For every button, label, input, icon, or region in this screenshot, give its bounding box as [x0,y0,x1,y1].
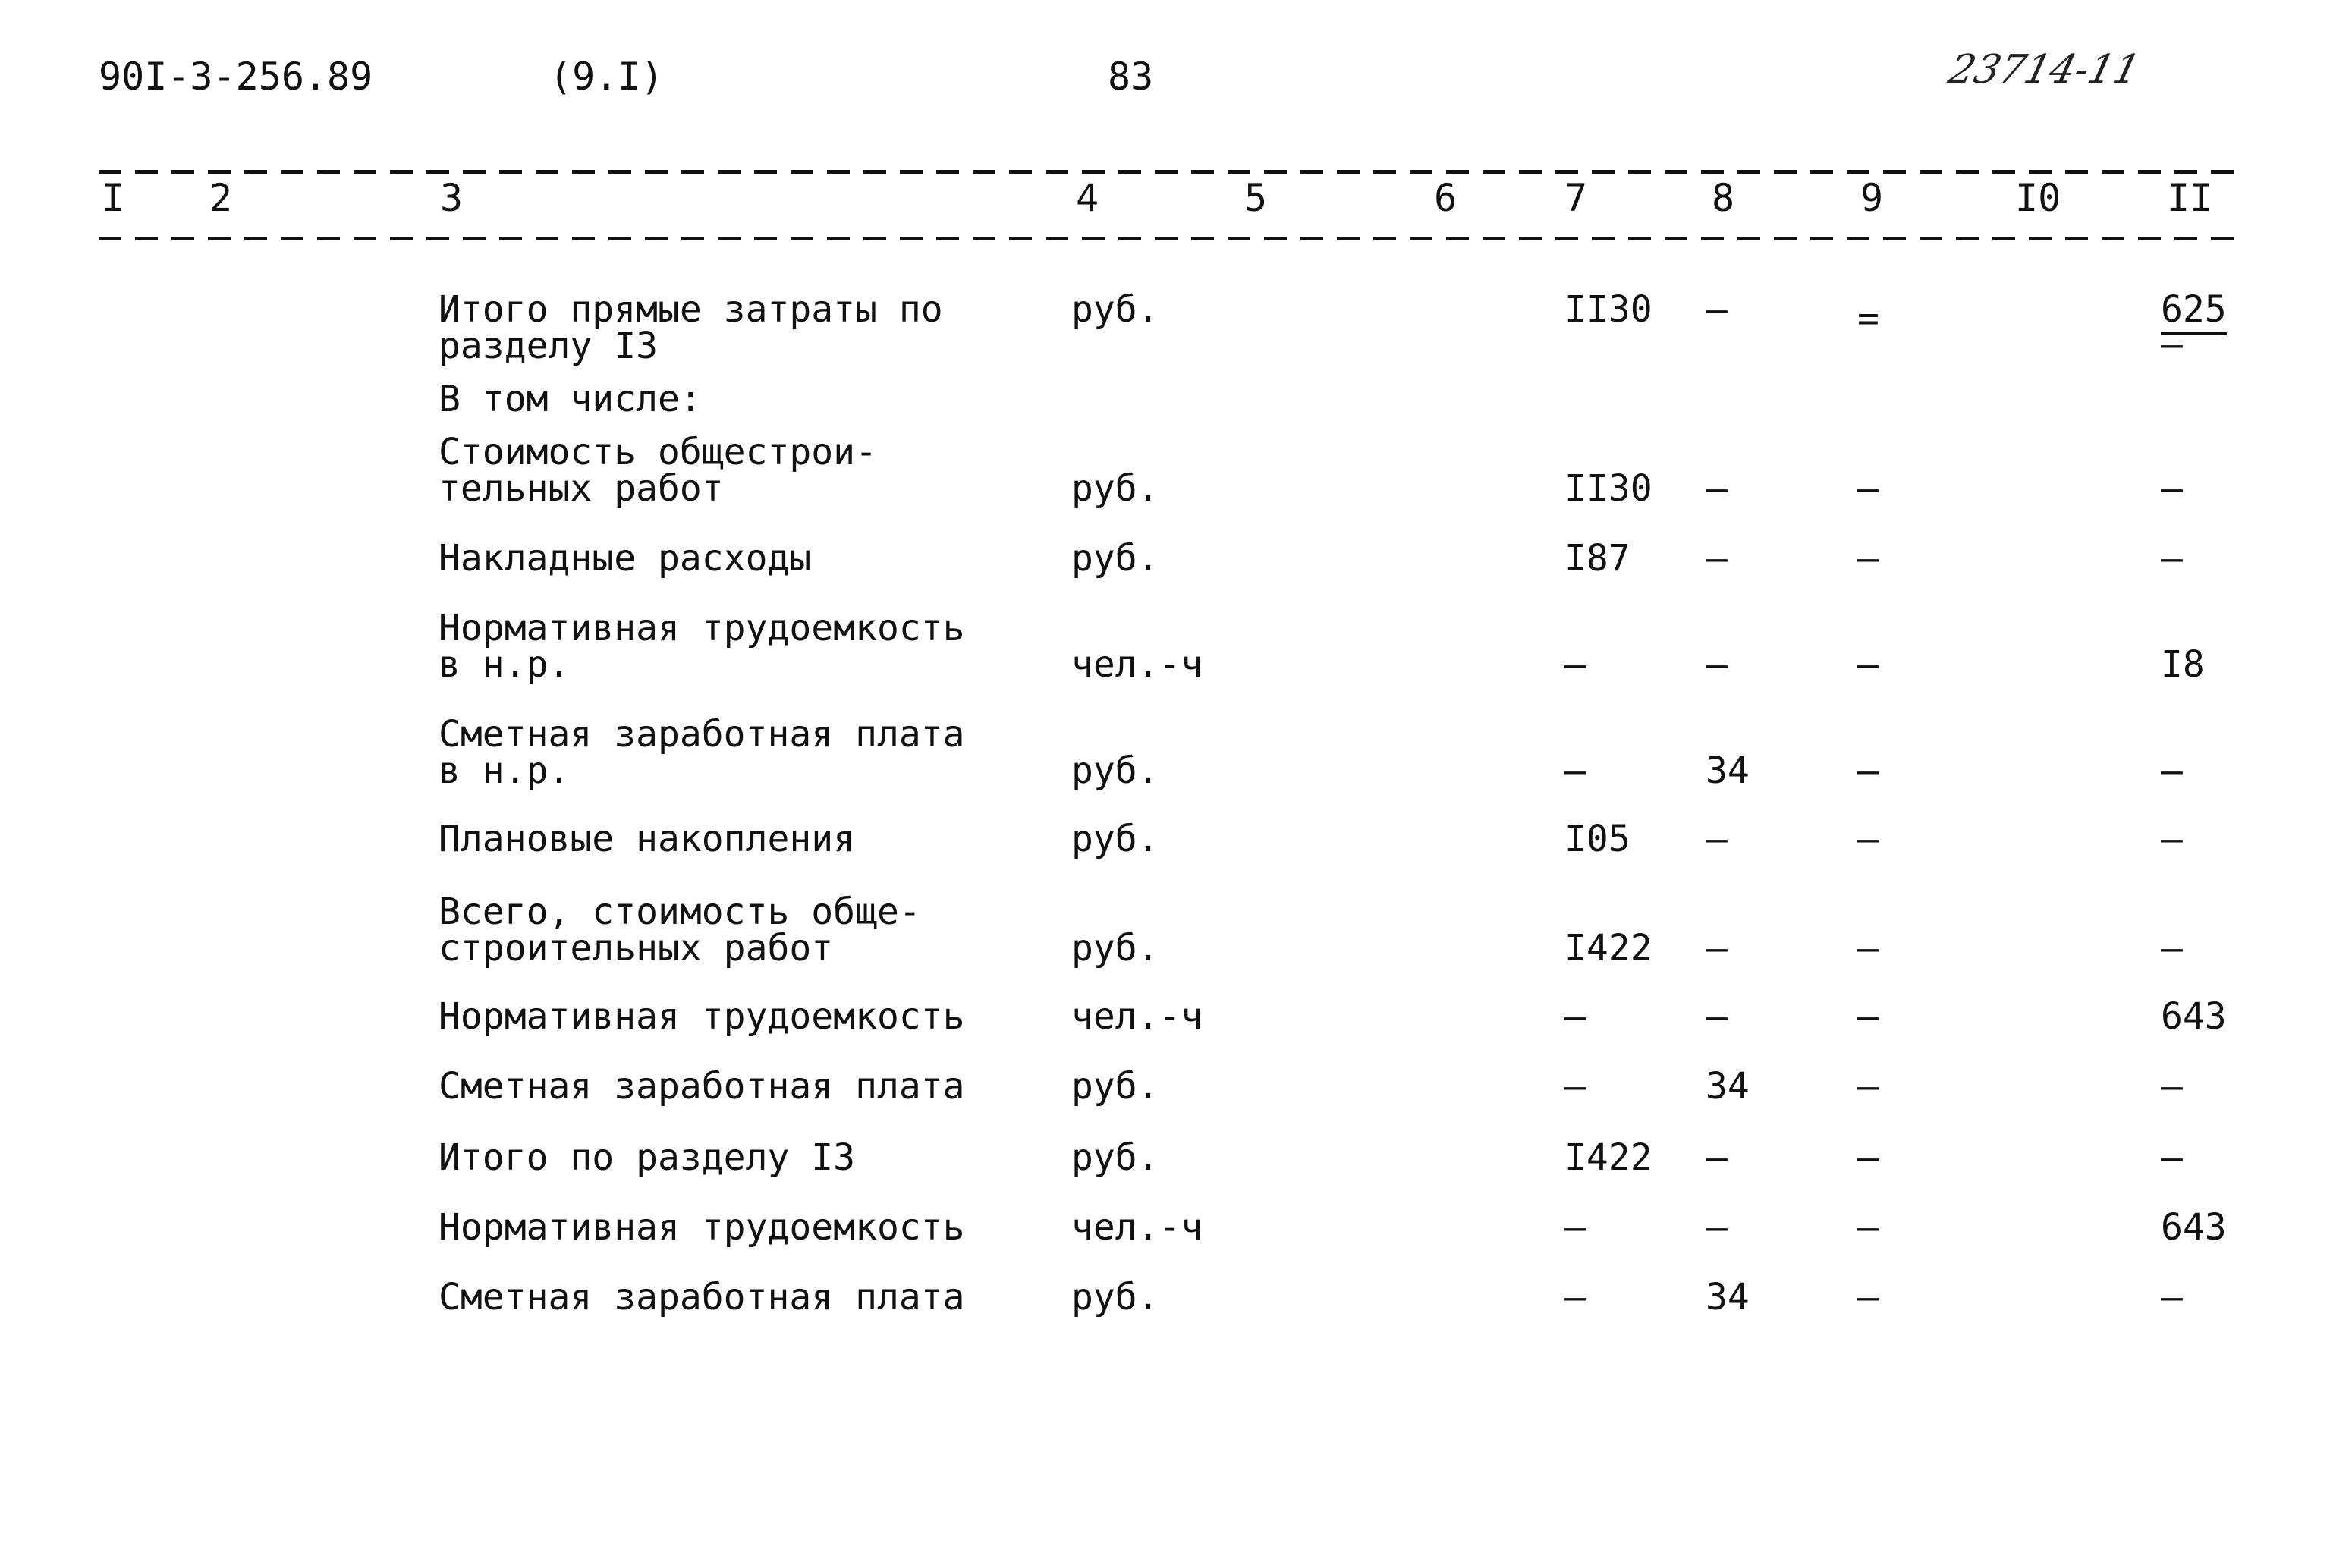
row-0-col9: = [1857,297,1879,340]
row-0-col11-value: 625 [2161,288,2227,335]
column-number-2: 2 [209,176,233,220]
row-0-unit: руб. [1071,288,1159,331]
row-3-col9: – [1857,537,1879,580]
row-10-col7: I422 [1564,1136,1652,1179]
row-0-description: Итого прямые затраты по разделу I3 [439,288,943,367]
row-6-col9: – [1857,818,1879,860]
row-11-col7: – [1564,1206,1586,1249]
row-3-col11: – [2161,537,2183,580]
row-6-unit: руб. [1071,818,1159,860]
row-11-description: Нормативная трудоемкость [439,1206,965,1249]
handwritten-number: 23714-11 [1944,47,2145,93]
row-6-col11: – [2161,818,2183,860]
row-5-col11: – [2161,749,2183,792]
column-number-11: II [2167,176,2213,220]
column-number-10: I0 [2015,176,2061,220]
row-8-col7: – [1564,995,1586,1038]
row-7-col9: – [1857,927,1879,969]
row-0-col11-second: – [2161,323,2183,366]
row-1-description: В том числе: [439,378,702,420]
column-number-3: 3 [440,176,464,220]
column-number-9: 9 [1860,176,1884,220]
row-2-col8: – [1706,467,1728,510]
row-9-unit: руб. [1071,1065,1159,1108]
row-0-col8: – [1706,288,1728,331]
row-6-col7: I05 [1564,818,1630,860]
row-8-col9: – [1857,995,1879,1038]
row-9-description: Сметная заработная плата [439,1065,965,1108]
row-3-description: Накладные расходы [439,537,812,580]
row-11-col9: – [1857,1206,1879,1249]
row-12-col9: – [1857,1276,1879,1318]
row-8-unit: чел.-ч [1071,995,1203,1038]
table-header-rule [99,237,2246,240]
row-5-unit: руб. [1071,749,1159,792]
row-12-description: Сметная заработная плата [439,1276,965,1318]
row-0-col7: II30 [1564,288,1652,331]
column-number-7: 7 [1564,176,1588,220]
row-7-col8: – [1706,927,1728,969]
row-9-col8: 34 [1706,1065,1750,1108]
row-3-col8: – [1706,537,1728,580]
row-11-unit: чел.-ч [1071,1206,1203,1249]
row-4-description: Нормативная трудоемкость в н.р. [439,607,965,686]
row-7-col7: I422 [1564,927,1652,969]
row-4-unit: чел.-ч [1071,643,1203,686]
row-3-col7: I87 [1564,537,1630,580]
row-10-description: Итого по разделу I3 [439,1136,856,1179]
column-number-1: I [102,176,125,220]
row-4-col9: – [1857,643,1879,686]
row-7-col11: – [2161,927,2183,969]
row-7-unit: руб. [1071,927,1159,969]
row-10-col9: – [1857,1136,1879,1179]
column-number-8: 8 [1712,176,1735,220]
row-12-col11: – [2161,1276,2183,1318]
row-2-col11: – [2161,467,2183,510]
row-4-col7: – [1564,643,1586,686]
row-5-col9: – [1857,749,1879,792]
row-7-description: Всего, стоимость обще- строительных работ [439,891,921,969]
column-number-4: 4 [1076,176,1099,220]
row-2-unit: руб. [1071,467,1159,510]
row-4-col8: – [1706,643,1728,686]
doc-code: 90I-3-256.89 [99,55,373,99]
row-2-description: Стоимость общестрои- тельных работ [439,431,877,510]
row-0-col11 [2161,288,2227,331]
row-8-col8: – [1706,995,1728,1038]
row-2-col7: II30 [1564,467,1652,510]
row-10-col8: – [1706,1136,1728,1179]
row-5-col8: 34 [1706,749,1750,792]
row-12-unit: руб. [1071,1276,1159,1318]
row-6-col8: – [1706,818,1728,860]
row-9-col11: – [2161,1065,2183,1108]
row-10-col11: – [2161,1136,2183,1179]
row-2-col9: – [1857,467,1879,510]
row-11-col11: 643 [2161,1206,2227,1249]
page-number: 83 [1108,55,1154,99]
row-5-col7: – [1564,749,1586,792]
column-number-5: 5 [1244,176,1268,220]
row-5-description: Сметная заработная плата в н.р. [439,713,965,792]
column-number-6: 6 [1434,176,1457,220]
row-8-col11: 643 [2161,995,2227,1038]
table-top-rule [99,170,2246,174]
row-6-description: Плановые накопления [439,818,856,860]
row-4-col11: I8 [2161,643,2205,686]
row-12-col8: 34 [1706,1276,1750,1318]
row-9-col9: – [1857,1065,1879,1108]
row-8-description: Нормативная трудоемкость [439,995,965,1038]
row-3-unit: руб. [1071,537,1159,580]
row-12-col7: – [1564,1276,1586,1318]
row-11-col8: – [1706,1206,1728,1249]
section-ref: (9.I) [549,55,664,99]
row-9-col7: – [1564,1065,1586,1108]
row-10-unit: руб. [1071,1136,1159,1179]
